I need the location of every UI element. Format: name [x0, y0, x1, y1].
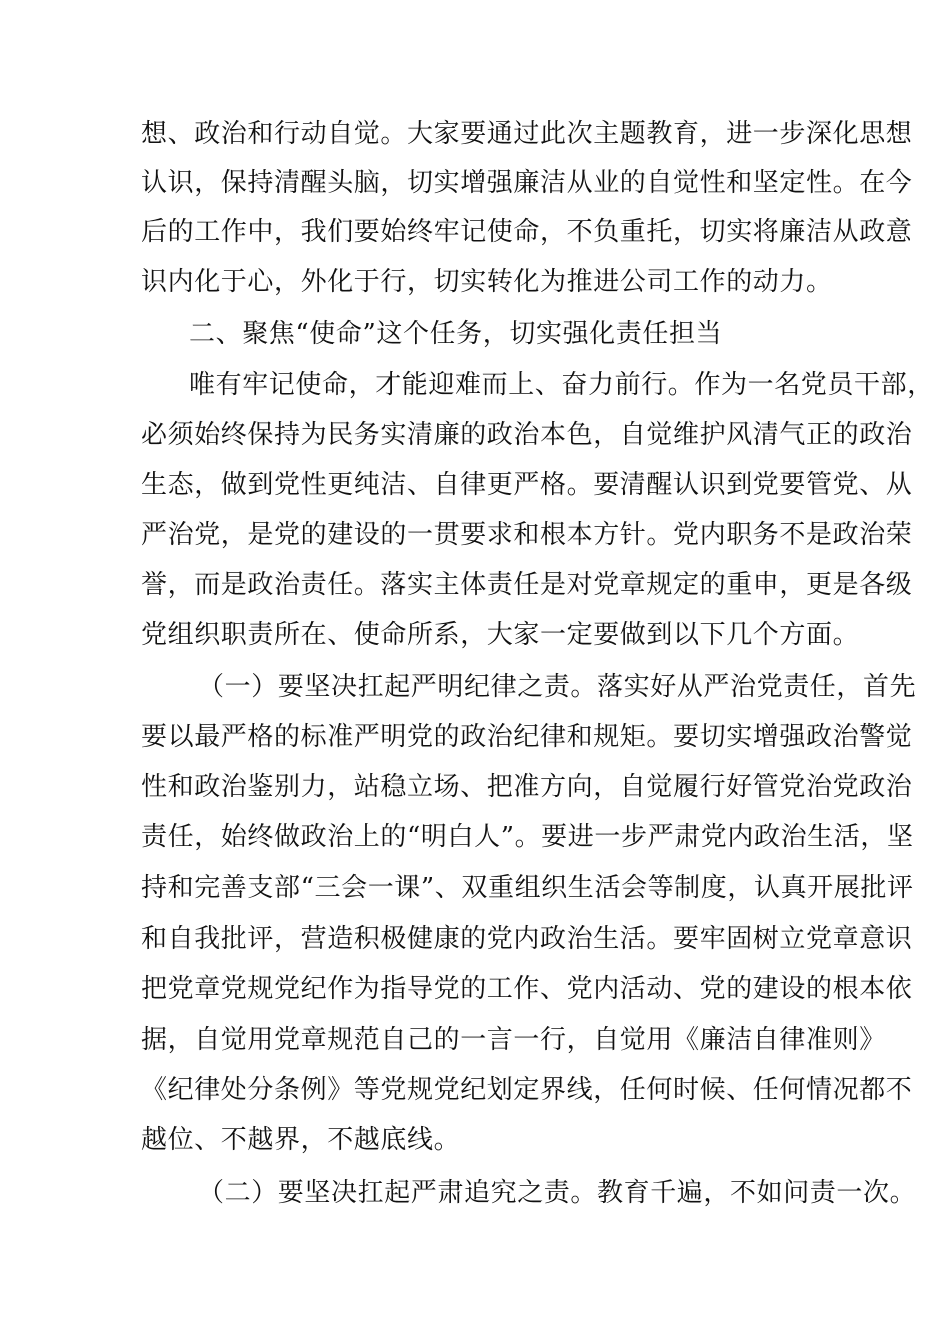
paragraph-line: 唯有牢记使命，才能迎难而上、奋力前行。作为一名党员干部， [189, 370, 934, 400]
paragraph-line: 后的工作中，我们要始终牢记使命，不负重托，切实将廉洁从政意 [141, 217, 913, 247]
paragraph-line: 持和完善支部“三会一课”、双重组织生活会等制度，认真开展批评 [141, 873, 914, 903]
paragraph-line: 识内化于心，外化于行，切实转化为推进公司工作的动力。 [141, 267, 833, 297]
paragraph-line: 和自我批评，营造积极健康的党内政治生活。要牢固树立党章意识 [141, 924, 913, 954]
paragraph-line: 想、政治和行动自觉。大家要通过此次主题教育，进一步深化思想 [141, 119, 913, 149]
paragraph-line: 责任，始终做政治上的“明白人”。要进一步严肃党内政治生活，坚 [141, 822, 914, 852]
paragraph-line: 党组织职责所在、使命所系，大家一定要做到以下几个方面。 [141, 620, 860, 650]
paragraph-line: 越位、不越界，不越底线。 [141, 1125, 461, 1155]
paragraph-line: 要以最严格的标准严明党的政治纪律和规矩。要切实增强政治警觉 [141, 722, 913, 752]
paragraph-line: 把党章党规党纪作为指导党的工作、党内活动、党的建设的根本依 [141, 974, 913, 1004]
subsection-heading-1: （一）要坚决扛起严明纪律之责。落实好从严治党责任，首先 [198, 672, 917, 702]
paragraph-line: 性和政治鉴别力，站稳立场、把准方向，自觉履行好管党治党政治 [141, 772, 913, 802]
paragraph-line: 必须始终保持为民务实清廉的政治本色，自觉维护风清气正的政治 [141, 420, 913, 450]
paragraph-line: 严治党，是党的建设的一贯要求和根本方针。党内职务不是政治荣 [141, 520, 913, 550]
section-heading: 二、聚焦“使命”这个任务，切实强化责任担当 [189, 319, 723, 349]
subsection-heading-2: （二）要坚决扛起严肃追究之责。教育千遍，不如问责一次。 [198, 1178, 917, 1208]
paragraph-line: 《纪律处分条例》等党规党纪划定界线，任何时候、任何情况都不 [141, 1075, 913, 1105]
paragraph-line: 生态，做到党性更纯洁、自律更严格。要清醒认识到党要管党、从 [141, 470, 913, 500]
paragraph-line: 认识，保持清醒头脑，切实增强廉洁从业的自觉性和坚定性。在今 [141, 168, 913, 198]
paragraph-line: 誉，而是政治责任。落实主体责任是对党章规定的重申，更是各级 [141, 570, 913, 600]
paragraph-line: 据，自觉用党章规范自己的一言一行，自觉用《廉洁自律准则》 [141, 1025, 886, 1055]
